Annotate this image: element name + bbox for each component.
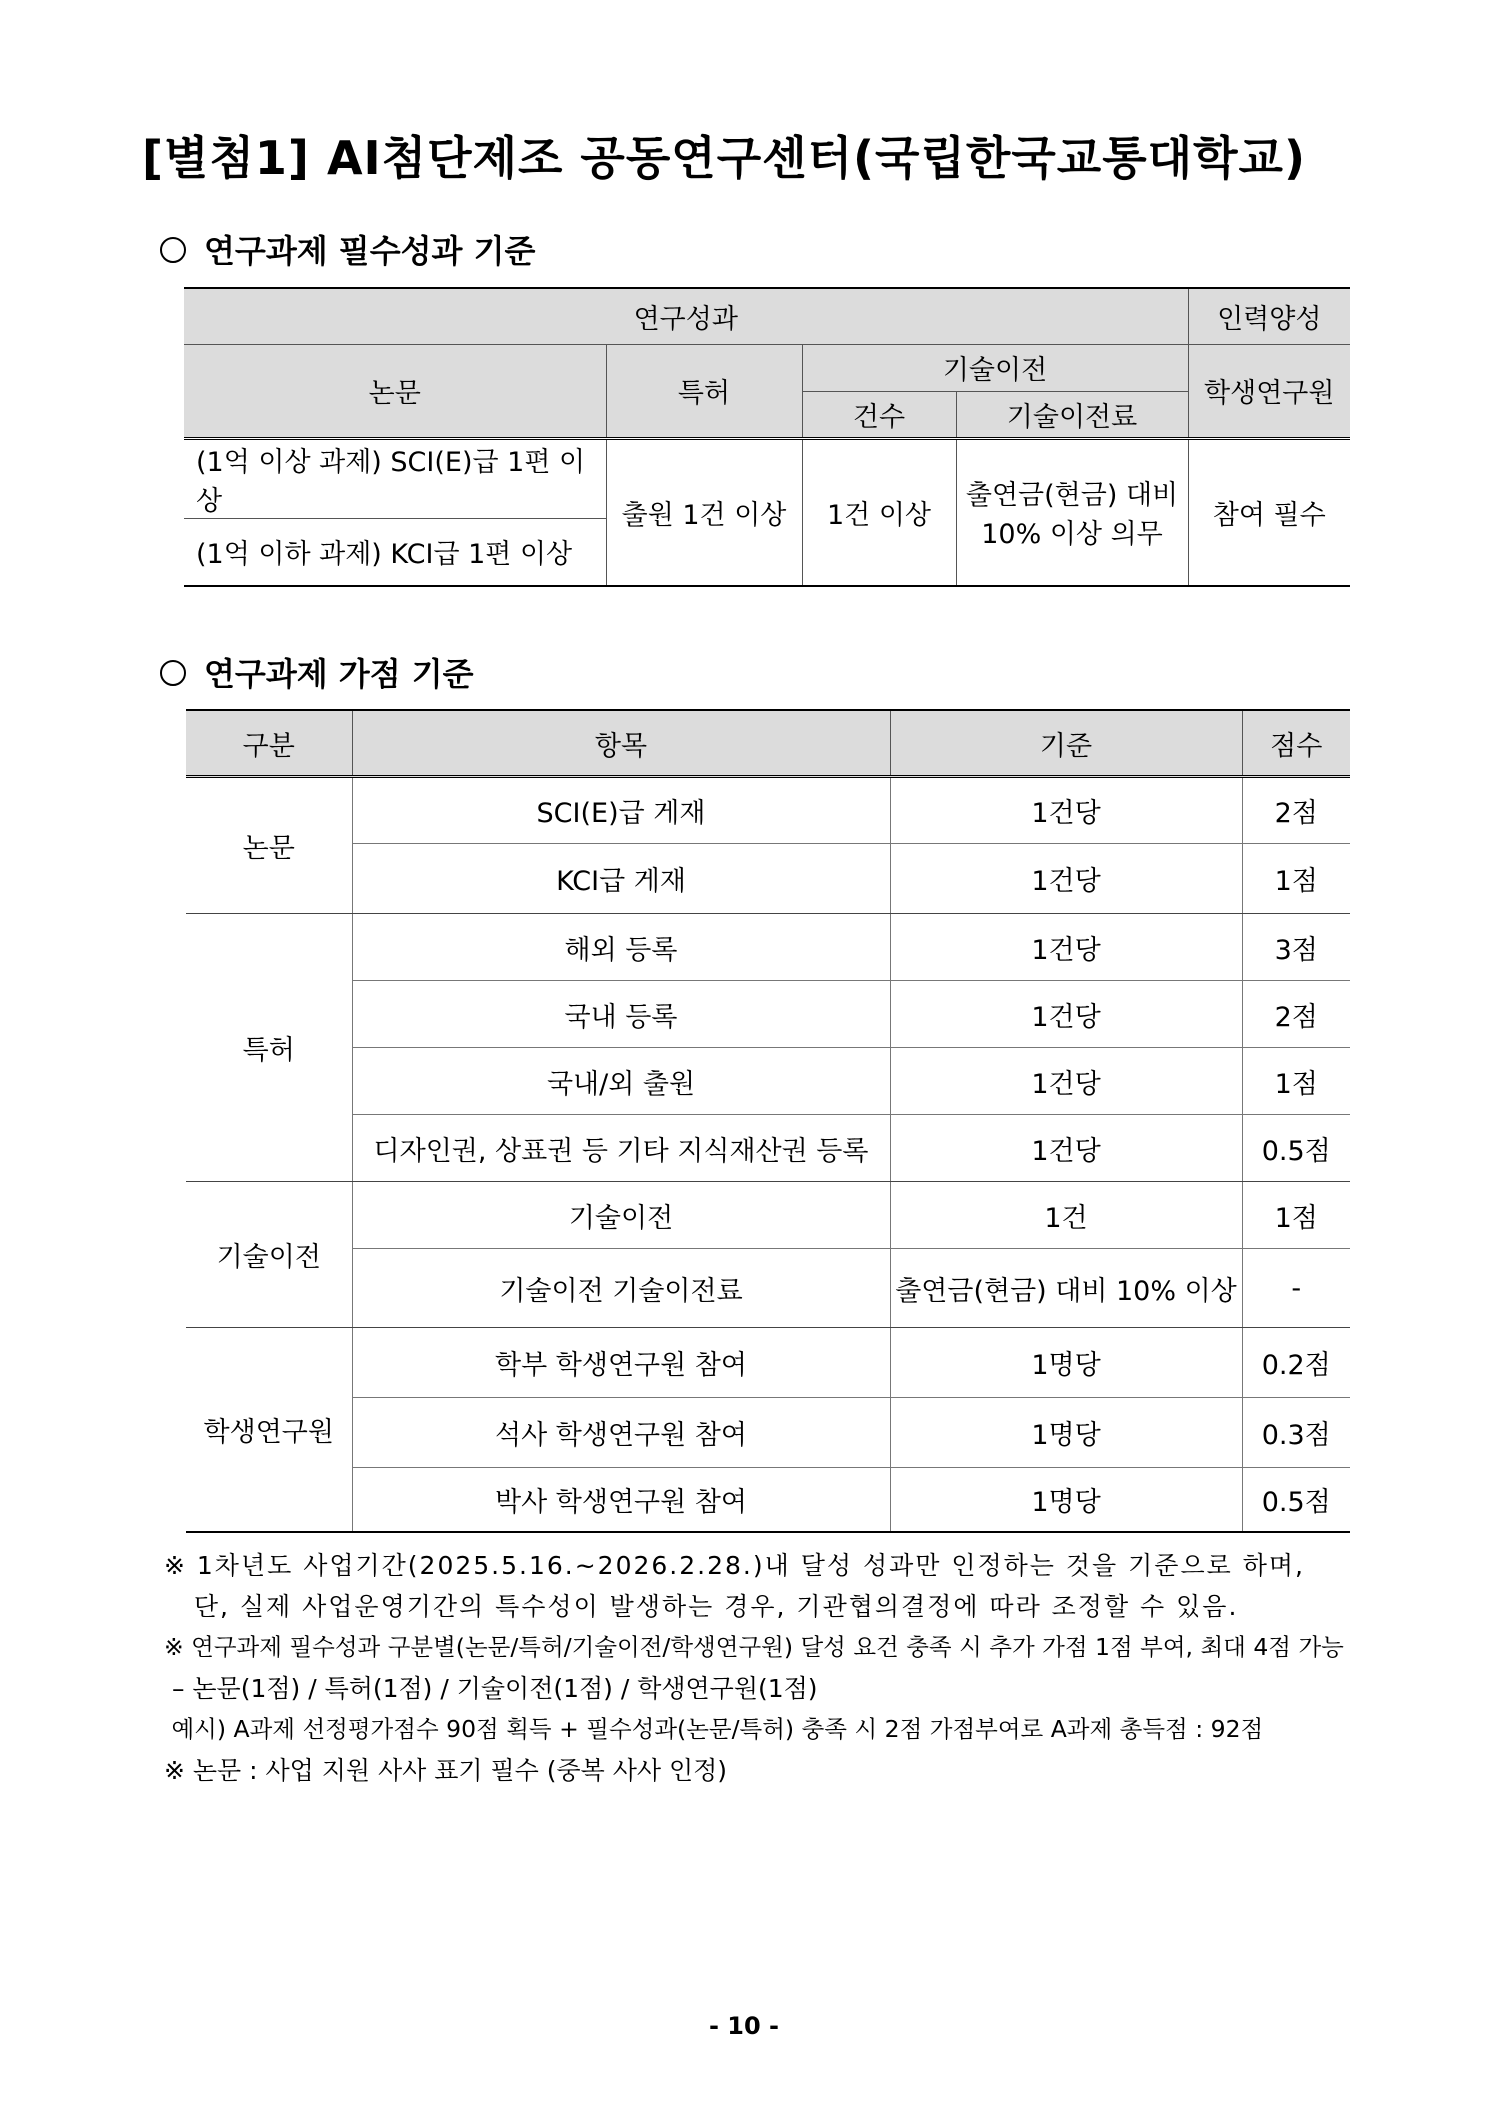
row-criterion: 1건당 — [890, 914, 1242, 981]
fee-line-1: 출연금(현금) 대비 — [965, 480, 1179, 512]
table-row — [186, 1468, 1350, 1532]
page-number: - 10 - — [708, 2012, 780, 2040]
row-item: 기술이전 — [352, 1182, 890, 1249]
patent-requirement: 출원 1건 이상 — [606, 438, 802, 586]
header-workforce: 인력양성 — [1188, 288, 1350, 344]
row-criterion: 1건당 — [890, 844, 1242, 914]
row-criterion: 1명당 — [890, 1468, 1242, 1532]
note-line: ※ 논문 : 사업 지원 사사 표기 필수 (중복 사사 인정) — [164, 1756, 728, 1785]
row-criterion: 1건당 — [890, 1115, 1242, 1182]
row-item: 국내 등록 — [352, 981, 890, 1048]
required-outcomes-table — [184, 287, 1350, 587]
page-title: [별첨1] AI첨단제조 공동연구센터(국립한국교통대학교) — [142, 131, 1307, 185]
header-paper: 논문 — [184, 344, 606, 438]
section-heading-bonus — [160, 649, 474, 695]
count-requirement: 1건 이상 — [802, 438, 956, 586]
table-row — [186, 1115, 1350, 1182]
bonus-points-table — [186, 709, 1350, 1533]
footnotes — [164, 1545, 1344, 1791]
header-count: 건수 — [802, 391, 956, 438]
row-criterion: 1건당 — [890, 1048, 1242, 1115]
table-row — [186, 777, 1350, 844]
row-score: 0.5점 — [1242, 1115, 1350, 1182]
header-patent: 특허 — [606, 344, 802, 438]
table-row — [186, 1249, 1350, 1328]
row-item: 디자인권, 상표권 등 기타 지식재산권 등록 — [352, 1115, 890, 1182]
row-item: 기술이전 기술이전료 — [352, 1249, 890, 1328]
header-fee: 기술이전료 — [956, 391, 1188, 438]
row-item: KCI급 게재 — [352, 844, 890, 914]
group-student-researcher: 학생연구원 — [186, 1328, 352, 1532]
row-item: 박사 학생연구원 참여 — [352, 1468, 890, 1532]
paper-requirement-1: (1억 이상 과제) SCI(E)급 1편 이상 — [184, 438, 606, 518]
paper-requirement-2: (1억 이하 과제) KCI급 1편 이상 — [184, 518, 606, 586]
circle-bullet-icon — [160, 660, 186, 686]
row-score: 0.2점 — [1242, 1328, 1350, 1398]
note-line: – 논문(1점) / 특허(1점) / 기술이전(1점) / 학생연구원(1점) — [164, 1674, 818, 1703]
row-score: 1점 — [1242, 1182, 1350, 1249]
row-criterion: 1명당 — [890, 1328, 1242, 1398]
row-criterion: 1건당 — [890, 777, 1242, 844]
table-row — [186, 1328, 1350, 1398]
note-line: 예시) A과제 선정평가점수 90점 획득 + 필수성과(논문/특허) 충족 시 2점 가점부여로 A과제 총득점 : 92점 — [164, 1715, 1264, 1743]
table-row — [186, 1048, 1350, 1115]
student-requirement: 참여 필수 — [1188, 438, 1350, 586]
note-line: 단, 실제 사업운영기간의 특수성이 발생하는 경우, 기관협의결정에 따라 조정할 수 있음. — [164, 1592, 1239, 1621]
note-line: ※ 1차년도 사업기간(2025.5.16.~2026.2.28.)내 달성 성과만 인정하는 것을 기준으로 하며, — [164, 1551, 1305, 1580]
row-item: 국내/외 출원 — [352, 1048, 890, 1115]
row-score: 3점 — [1242, 914, 1350, 981]
row-score: 1점 — [1242, 1048, 1350, 1115]
row-score: 1점 — [1242, 844, 1350, 914]
section-heading-text: 연구과제 가점 기준 — [204, 655, 474, 693]
row-item: 해외 등록 — [352, 914, 890, 981]
table-row — [186, 844, 1350, 914]
note-line: ※ 연구과제 필수성과 구분별(논문/특허/기술이전/학생연구원) 달성 요건 충족 시 추가 가점 1점 부여, 최대 4점 가능 — [164, 1633, 1344, 1661]
header-score: 점수 — [1242, 710, 1350, 777]
row-criterion: 1건당 — [890, 981, 1242, 1048]
header-category: 구분 — [186, 710, 352, 777]
circle-bullet-icon — [160, 237, 186, 263]
row-criterion: 1건 — [890, 1182, 1242, 1249]
header-tech-transfer: 기술이전 — [802, 344, 1188, 391]
row-score: 2점 — [1242, 777, 1350, 844]
row-criterion: 출연금(현금) 대비 10% 이상 — [890, 1249, 1242, 1328]
row-score: 0.3점 — [1242, 1398, 1350, 1468]
row-item: SCI(E)급 게재 — [352, 777, 890, 844]
header-criterion: 기준 — [890, 710, 1242, 777]
row-score: 2점 — [1242, 981, 1350, 1048]
group-paper: 논문 — [186, 777, 352, 914]
header-item: 항목 — [352, 710, 890, 777]
header-student-researcher: 학생연구원 — [1188, 344, 1350, 438]
row-item: 석사 학생연구원 참여 — [352, 1398, 890, 1468]
table-row — [186, 914, 1350, 981]
table-row — [186, 1398, 1350, 1468]
group-tech-transfer: 기술이전 — [186, 1182, 352, 1328]
row-score: 0.5점 — [1242, 1468, 1350, 1532]
row-item: 학부 학생연구원 참여 — [352, 1328, 890, 1398]
row-criterion: 1명당 — [890, 1398, 1242, 1468]
section-heading-text: 연구과제 필수성과 기준 — [204, 232, 536, 270]
table-row — [186, 1182, 1350, 1249]
section-heading-required — [160, 226, 535, 272]
fee-requirement — [956, 438, 1188, 586]
row-score: - — [1242, 1249, 1350, 1328]
group-patent: 특허 — [186, 914, 352, 1182]
fee-line-2: 10% 이상 의무 — [981, 519, 1163, 551]
table-row — [186, 981, 1350, 1048]
header-research-outcome: 연구성과 — [184, 288, 1188, 344]
